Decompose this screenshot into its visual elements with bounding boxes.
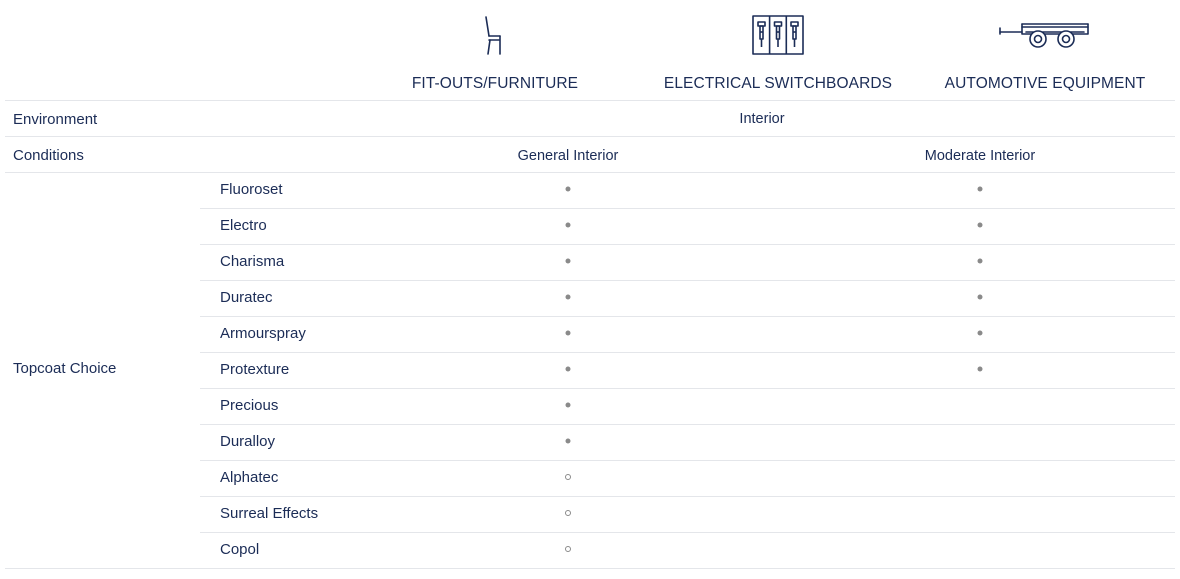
filled-dot-general-interior (566, 259, 571, 264)
product-name: Duratec (220, 289, 273, 306)
filled-dot-general-interior (566, 403, 571, 408)
filled-dot-moderate-interior (978, 367, 983, 372)
environment-label: Environment (13, 111, 98, 128)
table-rule (200, 460, 1175, 461)
product-name: Alphatec (220, 469, 279, 486)
conditions-label: Conditions (13, 147, 84, 164)
table-rule (200, 244, 1175, 245)
table-rule (200, 352, 1175, 353)
product-name: Fluoroset (220, 181, 283, 198)
filled-dot-general-interior (566, 187, 571, 192)
application-switchboards (658, 0, 898, 100)
product-name: Precious (220, 397, 279, 414)
table-rule (200, 316, 1175, 317)
product-name: Duralloy (220, 433, 276, 450)
filled-dot-moderate-interior (978, 331, 983, 336)
filled-dot-general-interior (566, 295, 571, 300)
filled-dot-moderate-interior (978, 295, 983, 300)
table-rule (200, 388, 1175, 389)
filled-dot-general-interior (566, 367, 571, 372)
table-rule (5, 100, 1175, 101)
environment-value: Interior (739, 111, 785, 127)
application-label: FIT-OUTS/FURNITURE (411, 75, 579, 92)
application-automotive (935, 0, 1155, 100)
product-name: Electro (220, 217, 267, 234)
filled-dot-moderate-interior (978, 259, 983, 264)
table-rule (5, 136, 1175, 137)
trailer-icon (998, 14, 1092, 50)
filled-dot-general-interior (566, 439, 571, 444)
filled-dot-general-interior (566, 223, 571, 228)
application-fitouts (395, 0, 595, 100)
table-rule (200, 208, 1175, 209)
application-header (0, 0, 1180, 100)
filled-dot-general-interior (566, 331, 571, 336)
application-label: AUTOMOTIVE EQUIPMENT (944, 75, 1146, 92)
table-rule (200, 424, 1175, 425)
product-name: Charisma (220, 253, 285, 270)
product-name: Copol (220, 541, 260, 558)
open-dot-general-interior (565, 474, 571, 480)
filled-dot-moderate-interior (978, 187, 983, 192)
table-rule (200, 532, 1175, 533)
table-rule (5, 568, 1175, 569)
product-name: Protexture (220, 361, 290, 378)
condition-moderate-interior: Moderate Interior (924, 148, 1036, 164)
table-rule (200, 496, 1175, 497)
product-name: Armourspray (220, 325, 306, 342)
open-dot-general-interior (565, 510, 571, 516)
switchboard-icon (752, 14, 804, 56)
filled-dot-moderate-interior (978, 223, 983, 228)
condition-general-interior: General Interior (517, 148, 619, 164)
table-rule (5, 172, 1175, 173)
product-name: Surreal Effects (220, 505, 319, 522)
application-label: ELECTRICAL SWITCHBOARDS (663, 75, 893, 92)
open-dot-general-interior (565, 546, 571, 552)
table-rule (200, 280, 1175, 281)
topcoat-choice-label: Topcoat Choice (13, 360, 117, 377)
chair-icon (480, 14, 510, 58)
